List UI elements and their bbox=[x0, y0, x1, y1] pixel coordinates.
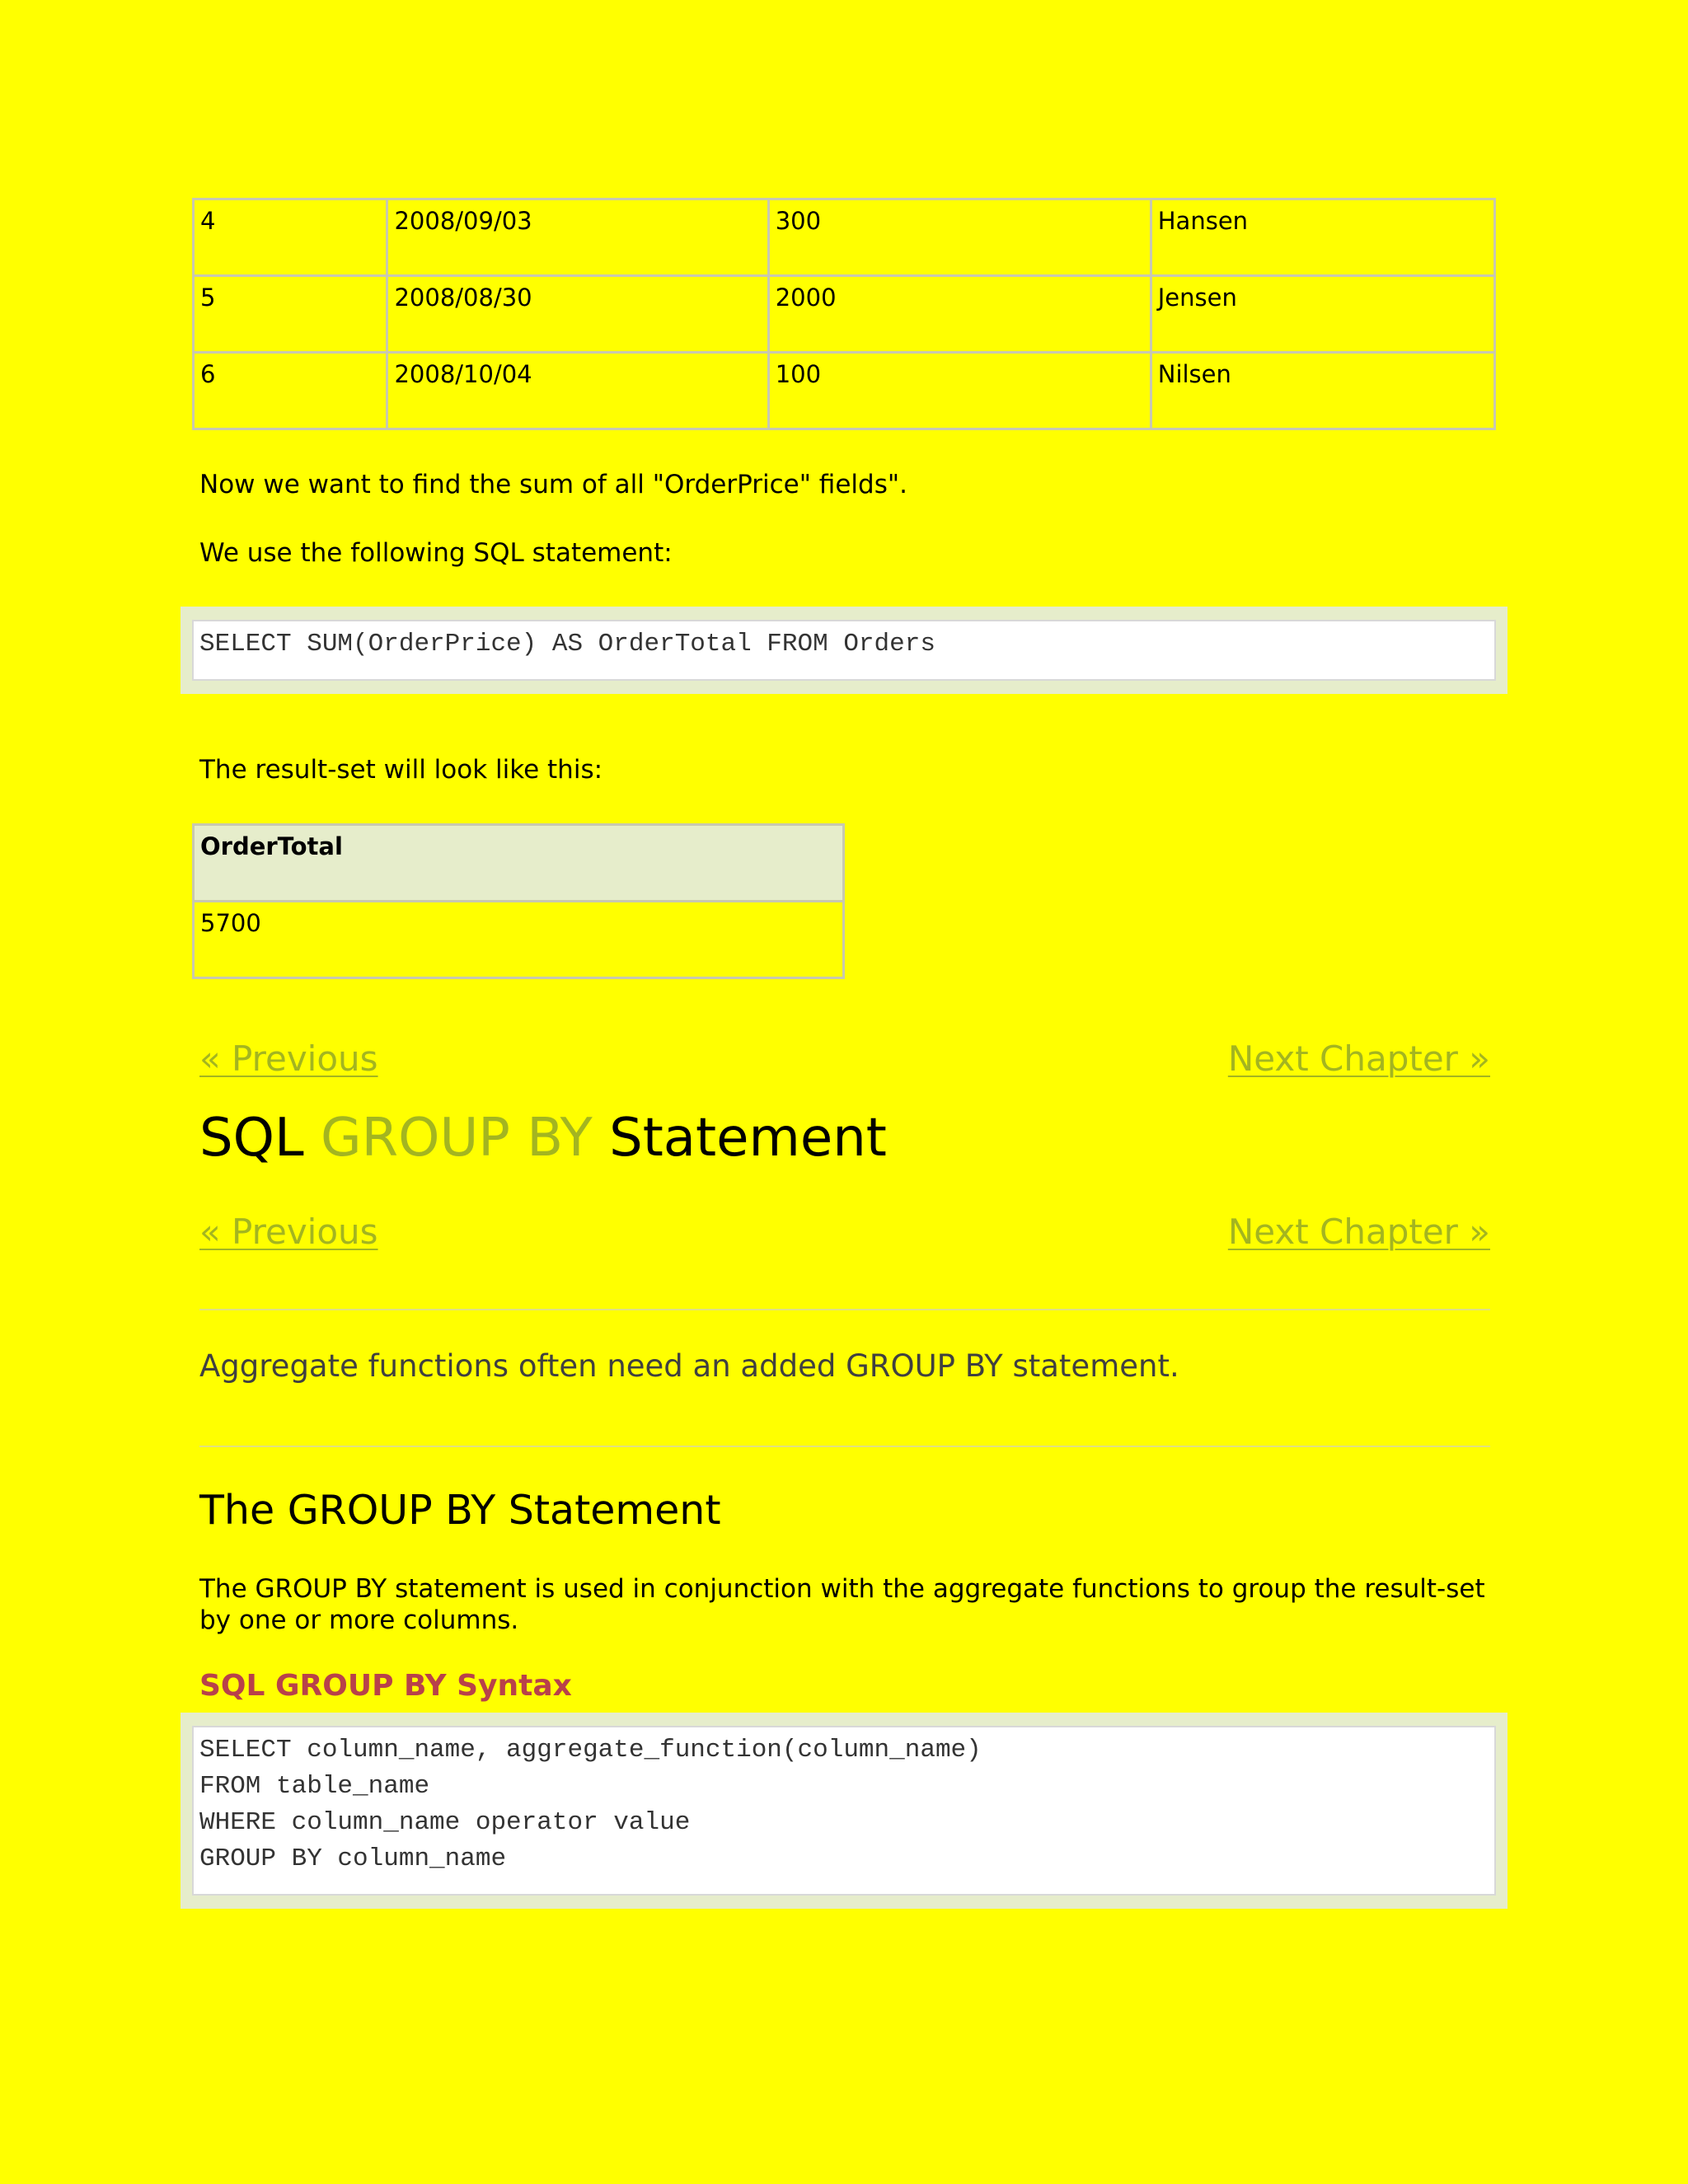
use-statement-text: We use the following SQL statement: bbox=[199, 538, 673, 568]
table-row bbox=[194, 902, 844, 978]
syntax-code-box bbox=[181, 1713, 1507, 1909]
previous-link[interactable]: « Previous bbox=[199, 1212, 378, 1252]
table-row bbox=[194, 199, 1495, 276]
next-chapter-link[interactable]: Next Chapter » bbox=[1227, 1212, 1490, 1252]
customer-cell: Jensen bbox=[1151, 276, 1494, 353]
order-total-value: 5700 bbox=[194, 902, 844, 978]
result-table bbox=[192, 823, 845, 979]
orders-table bbox=[192, 198, 1496, 430]
divider bbox=[199, 1446, 1490, 1447]
title-suffix: Statement bbox=[592, 1108, 887, 1169]
order-id-cell: 5 bbox=[194, 276, 387, 353]
previous-link[interactable]: « Previous bbox=[199, 1038, 378, 1079]
table-header-row bbox=[194, 825, 844, 902]
table-row bbox=[194, 353, 1495, 429]
next-chapter-link[interactable]: Next Chapter » bbox=[1227, 1038, 1490, 1079]
result-intro-text: The result-set will look like this: bbox=[199, 755, 603, 785]
table-row bbox=[194, 276, 1495, 353]
intro-text: Aggregate functions often need an added GROUP BY statement. bbox=[199, 1348, 1179, 1384]
syntax-code: SELECT column_name, aggregate_function(column_name) FROM table_name WHERE column_name operator value GROUP BY column_name bbox=[192, 1726, 1496, 1896]
order-date-cell: 2008/09/03 bbox=[387, 199, 768, 276]
syntax-heading: SQL GROUP BY Syntax bbox=[199, 1669, 572, 1703]
order-id-cell: 4 bbox=[194, 199, 387, 276]
order-id-cell: 6 bbox=[194, 353, 387, 429]
order-total-header: OrderTotal bbox=[194, 825, 844, 902]
order-date-cell: 2008/10/04 bbox=[387, 353, 768, 429]
title-keyword: GROUP BY bbox=[321, 1108, 593, 1169]
order-price-cell: 2000 bbox=[768, 276, 1151, 353]
section-heading: The GROUP BY Statement bbox=[199, 1487, 721, 1534]
order-date-cell: 2008/08/30 bbox=[387, 276, 768, 353]
title-prefix: SQL bbox=[199, 1108, 321, 1169]
sum-query-code-box bbox=[181, 607, 1507, 694]
order-price-cell: 100 bbox=[768, 353, 1151, 429]
sum-query-code: SELECT SUM(OrderPrice) AS OrderTotal FROM Orders bbox=[192, 620, 1496, 681]
customer-cell: Nilsen bbox=[1151, 353, 1494, 429]
section-paragraph: The GROUP BY statement is used in conjunction with the aggregate functions to group the result-set by one or more columns. bbox=[199, 1574, 1485, 1635]
order-price-cell: 300 bbox=[768, 199, 1151, 276]
page-title bbox=[199, 1108, 887, 1169]
divider bbox=[199, 1309, 1490, 1310]
sum-intro-text: Now we want to find the sum of all "OrderPrice" fields". bbox=[199, 470, 907, 499]
customer-cell: Hansen bbox=[1151, 199, 1494, 276]
